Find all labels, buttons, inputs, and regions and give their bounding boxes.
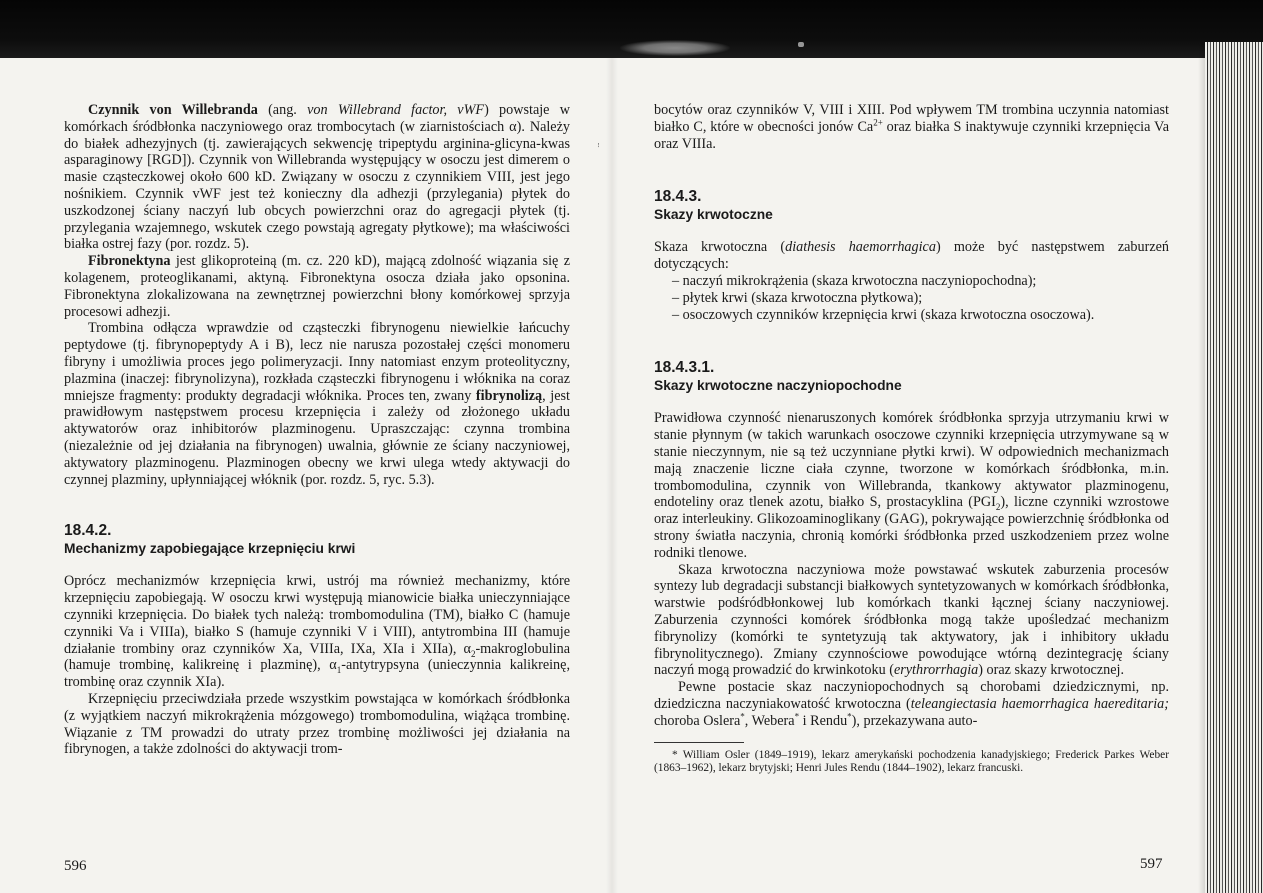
superscript: 2+: [873, 117, 883, 128]
text-run: Skaza krwotoczna naczyniowa może powstawać wskutek zaburzenia procesów syntezy lub degradacji substancji białkowych syntetyzowanych w komórkach śródbłonka, warstwie podśródbłonkowej lub komórkach tkanki łącznej ściany naczyniowej. Zaburzenia czynności komórek śródbłonka mogą także upośledzać mechanizm fibrynolizy (komórki te syntetyzują tak aktywatory, jak i inhibitory układu fibrynolitycznego). Zmiany czynnościowe powodujące wtórną dezintegrację ściany naczyń mogą prowadzić do krwinkotoku (: [654, 561, 1169, 679]
list-item: – naczyń mikrokrążenia (skaza krwotoczna naczyniopochodna);: [654, 273, 1169, 290]
text-run: ), liczne czynniki wzrostowe oraz interleukiny. Glikozoaminoglikany (GAG), pokrywające powierzchnię śródbłonka od strony światła naczynia, chronią komórki śródbłonka przed uszkodzeniem przez wolne rodniki tlenowe.: [654, 494, 1169, 561]
section-title: Skazy krwotoczne: [654, 207, 773, 223]
footnote-marker: *: [847, 710, 852, 721]
text-run: Oprócz mechanizmów krzepnięcia krwi, ustrój ma również mechanizmy, które krzepnięciu zapobiegają. W osoczu krwi występują mianowicie białka unieczynniające czynniki krzepnięcia. Do białek tych należą: trombomodulina (TM), białko C (hamuje czynniki Va i VIIIa), białko S (hamuje czynniki V i VIII), antytrombina III (hamuje działanie trombiny oraz czynników Xa, VIIIa, IXa, XIa i XIIa), α: [64, 573, 570, 657]
list-item: – płytek krwi (skaza krwotoczna płytkowa);: [654, 290, 1169, 307]
text-run: Prawidłowa czynność nienaruszonych komórek śródbłonka sprzyja utrzymaniu krwi w stanie płynnym (w takich warunkach osoczowe czynniki krzepnięcia utrzymywane są w stanie nieczynnym, nie są też uczynniane płytki krwi). W odpowiednich mechanizmach mają znaczenie liczne ciała czynne, tworzone w komórkach śródbłonka, m.in. trombomodulina, czynnik von Willebranda, tkankowy aktywator plazminogenu, endoteliny oraz tlenek azotu, białko S, prostacyklina (PGI: [654, 410, 1169, 511]
term-fibronektyna: Fibronektyna: [88, 253, 171, 270]
subscript: 2: [995, 502, 1001, 513]
paragraph-von-willebrand: [64, 102, 570, 253]
term-von-willebrand: Czynnik von Willebranda: [88, 102, 258, 118]
scan-speck: [798, 42, 804, 47]
paragraph-prawidlowa-czynnosc: [654, 410, 1169, 561]
left-text-column: [64, 102, 570, 758]
right-page: [612, 58, 1208, 893]
text-run: choroba Oslera: [654, 712, 741, 729]
left-page: [0, 58, 610, 893]
footnote-marker: *: [794, 710, 800, 721]
section-number: 18.4.3.1.: [654, 359, 715, 377]
page-number: 596: [64, 858, 87, 874]
text-run: bocytów oraz czynników V, VIII i XIII. Pod wpływem TM trombina uczynnia natomiast białko C, które w obecności jonów Ca: [654, 102, 1169, 135]
text-run: ) powstaje w komórkach śródbłonka naczyniowego oraz trombocytach (w ziarnistościach α). Należy do białek adhezyjnych (tj. zawierających sekwencję tripeptydu arginina-glicyna-kwas asparaginowy [RGD]). Czynnik von Willebranda występujący w osoczu jest dimerem o masie cząsteczkowej około 600 kD. Związany w osoczu z czynnikiem VIII, jest jego nośnikiem. Czynnik vWF jest też konieczny dla adhezji (przylegania) płytek do uszkodzonej ściany naczyń lub obcych powierzchni oraz do agregacji płytek (tj. przylegania wzajemnego, wskutek czego powstają agregaty płytkowe); ma właściwości białka ostrej fazy (por. rozdz. 5).: [64, 102, 570, 253]
text-run: , Webera: [744, 712, 795, 729]
scan-smudge: [620, 40, 730, 56]
term-fibrynoliza: fibrynolizą: [475, 387, 543, 404]
book-page-edges: [1205, 42, 1263, 893]
text-run: Trombina odłącza wprawdzie od cząsteczki fibrynogenu niewielkie łańcuchy peptydowe (tj. fibrynopeptydy A i B), lecz nie narusza pozostałej części monomeru fibryny i umożliwia proces jego polimeryzacji. Inny natomiast enzym proteolityczny, plazmina (inaczej: fibrynolizyna), rozkłada cząsteczki fibrynogenu i włóknika na coraz mniejsze fragmenty: produkty degradacji włóknika. Proces ten, zwany: [64, 320, 570, 404]
text-run: -antytrypsyna (unieczynnia kalikreinę, trombinę oraz czynnik XIa).: [64, 657, 571, 691]
text-run: ) oraz skazy krwotocznej.: [978, 662, 1125, 679]
footnote-rule: [654, 742, 744, 743]
latin-term: von Willebrand factor, vWF: [307, 102, 485, 118]
paragraph-trombomodulina: [64, 691, 570, 758]
section-title: Skazy krwotoczne naczyniopochodne: [654, 378, 902, 394]
section-number: 18.4.3.: [654, 188, 702, 206]
paragraph-postacie-dziedziczne: [654, 679, 1169, 729]
page-number: 597: [1140, 856, 1163, 872]
section-number: 18.4.2.: [64, 522, 112, 540]
text-run: Pewne postacie skaz naczyniopochodnych są chorobami dziedzicznymi, np. dziedziczna naczyniakowatość krwotoczna (: [654, 679, 1169, 712]
text-run: (ang.: [257, 102, 308, 118]
paragraph-trombina: [64, 320, 570, 488]
subscript: 2: [470, 648, 476, 659]
text-run: Krzepnięciu przeciwdziała przede wszystkim powstająca w komórkach śródbłonka (z wyjątkiem naczyń mikrokrążenia mózgowego) trombomodulina, wiążąca trombinę. Wiązanie z TM prowadzi do utraty przez trombinę możliwości jej działania na fibrynogen, a także zdolności do aktywacji trom-: [64, 690, 570, 758]
paragraph-continuation: [654, 102, 1169, 152]
text-run: ), przekazywana auto-: [851, 712, 978, 729]
gutter-speck: ꜝ: [597, 143, 600, 153]
paragraph-skaza-naczyniowa: [654, 562, 1169, 680]
causes-list: [654, 273, 1169, 323]
paragraph-skaza-intro: [654, 239, 1169, 273]
footnote: * William Osler (1849–1919), lekarz amerykański pochodzenia kanadyjskiego; Frederick Parkes Weber (1863–1962), lekarz brytyjski; Henri Jules Rendu (1844–1902), lekarz francuski.: [654, 748, 1169, 775]
latin-term: erythrorrhagia: [893, 662, 979, 679]
right-text-column: [654, 102, 1169, 776]
text-run: , jest prawidłowym następstwem procesu krzepnięcia i zależy od złożonego układu aktywatorów oraz inhibitorów plazminogenu. Upraszczając: czynna trombina (niezależnie od jej działania na fibrynogen) uwalnia, głównie ze ściany naczyniowej, aktywatory plazminogenu. Plazminogen obecny we krwi ulega wtedy aktywacji do czynnej plazminy, upłynniającej włóknik (por. rozdz. 5, ryc. 5.3).: [64, 387, 570, 488]
paragraph-mechanizmy: [64, 573, 570, 691]
text-run: ) może być następstwem zaburzeń dotyczących:: [654, 239, 1170, 273]
text-run: -makroglobulina (hamuje trombinę, kalikreinę i plazminę), α: [64, 640, 570, 674]
text-run: oraz białka S inaktywuje czynniki krzepnięcia Va oraz VIIIa.: [654, 118, 1169, 152]
footnote-marker: *: [740, 710, 745, 721]
latin-term: teleangiectasia haemorrhagica haereditaria;: [910, 695, 1169, 712]
section-title: Mechanizmy zapobiegające krzepnięciu krwi: [64, 541, 356, 557]
text-run: Skaza krwotoczna (: [654, 239, 786, 256]
paragraph-fibronektyna: [64, 253, 570, 320]
scan-dark-border: [0, 0, 1263, 58]
text-run: i Rendu: [799, 712, 848, 729]
latin-term: diathesis haemorrhagica: [785, 239, 936, 256]
subscript: 1: [336, 665, 342, 676]
list-item: – osoczowych czynników krzepnięcia krwi (skaza krwotoczna osoczowa).: [654, 307, 1169, 324]
text-run: jest glikoproteiną (m. cz. 220 kD), mającą zdolność wiązania się z kolagenem, proteoglikanami, aktyną. Fibronektyna osocza działa jako opsonina. Fibronektyna zlokalizowana na zewnętrznej powierzchni błony komórkowej sprzyja procesowi adhezji.: [64, 253, 570, 320]
